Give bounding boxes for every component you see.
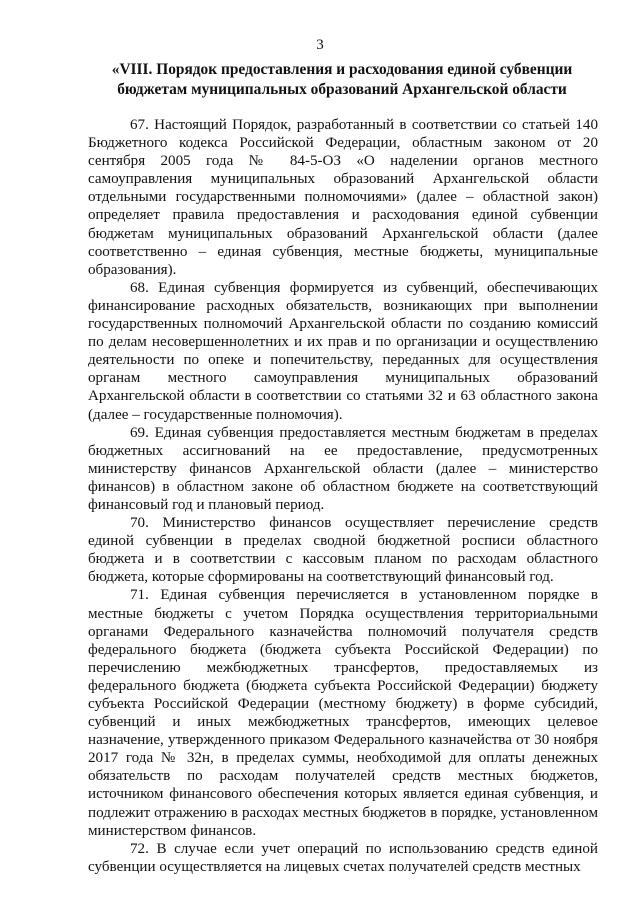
paragraph-72: 72. В случае если учет операций по использованию средств единой субвенции осуществляется на лицевых счетах получателей средств местных xyxy=(88,840,598,875)
paragraph-67: 67. Настоящий Порядок, разработанный в соответствии со статьей 140 Бюджетного кодекса Российской Федерации, областным законом от 20 сентября 2005 года № 84-5-ОЗ «О наделении органов местного самоуправления муниципальных образований Архангельской области отдельными государственными полномочиями» (далее – областной закон) определяет правила предоставления и расходования единой субвенции бюджетам муниципальных образований Архангельской области (далее соответственно – единая субвенция, местные бюджеты, муниципальные образования). xyxy=(88,117,598,278)
body-text xyxy=(88,116,598,876)
paragraph-68: 68. Единая субвенция формируется из субвенций, обеспечивающих финансирование расходных обязательств, возникающих при выполнении государственных полномочий Архангельской области по созданию комиссий по делам несовершеннолетних и их прав и по организации и осуществлению деятельности по опеке и попечительству, переданных для осуществления органам местного самоуправления муниципальных образований Архангельской области в соответствии со статьями 32 и 63 областного закона (далее – государственные полномочия). xyxy=(88,279,598,423)
page-number: 3 xyxy=(316,37,324,53)
section-heading: «VIII. Порядок предоставления и расходования единой субвенции бюджетам муниципальных образований Архангельской области xyxy=(111,61,573,98)
paragraph-71: 71. Единая субвенция перечисляется в установленном порядке в местные бюджеты с учетом Порядка осуществления территориальными органами Федерального казначейства полномочий получателя средств федерального бюджета (бюджета субъекта Российской Федерации) по перечислению межбюджетных трансфертов, предоставляемых из федерального бюджета (бюджета субъекта Российской Федерации) бюджету субъекта Российской Федерации (местному бюджету) в форме субсидий, субвенций и иных межбюджетных трансфертов, имеющих целевое назначение, утвержденного приказом Федерального казначейства от 30 ноября 2017 года № 32н, в пределах суммы, необходимой для оплаты денежных обязательств по расходам получателей средств местных бюджетов, источником финансового обеспечения которых является единая субвенция, и подлежит отражению в расходах местных бюджетов в порядке, установленном министерством финансов. xyxy=(88,587,598,839)
paragraph-70: 70. Министерство финансов осуществляет перечисление средств единой субвенции в пределах сводной бюджетной росписи областного бюджета и в соответствии с кассовым планом по расходам областного бюджета, которые сформированы на соответствующий финансовый год. xyxy=(88,515,598,586)
paragraph-69: 69. Единая субвенция предоставляется местным бюджетам в пределах бюджетных ассигнований на ее предоставление, предусмотренных министерству финансов Архангельской области (далее – министерство финансов) в областном законе об областном бюджете на соответствующий финансовый год и плановый период. xyxy=(88,424,598,513)
